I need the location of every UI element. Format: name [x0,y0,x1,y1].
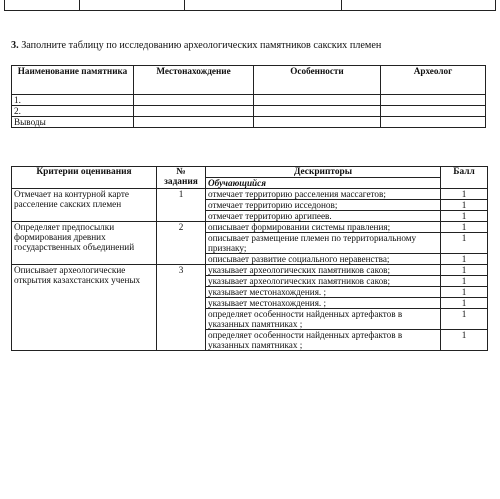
descriptor-cell: отмечает территорию аргипеев. [206,211,441,222]
row-label: Выводы [12,117,134,128]
header-location: Местонахождение [134,66,254,95]
points-cell: 1 [441,222,488,233]
table-row [12,106,486,117]
table-cell [185,0,342,11]
header-criteria: Критерии оценивания [12,167,157,189]
row-label: 2. [12,106,134,117]
previous-table-fragment [4,0,496,11]
table-cell [342,0,496,11]
table-cell [254,106,381,117]
task-text: Заполните таблицу по исследованию археологических памятников сакских племен [21,40,382,51]
descriptor-cell: указывает археологических памятников саков; [206,265,441,276]
criterion-cell: Отмечает на контурной карте расселение сакских племен [12,189,157,222]
task-number-cell: 3 [157,265,206,351]
points-cell: 1 [441,254,488,265]
table-cell [381,106,486,117]
fill-in-table [11,65,486,128]
points-cell: 1 [441,298,488,309]
table-row [12,265,488,276]
descriptor-cell: указывает местонахождения. ; [206,287,441,298]
table-cell [254,117,381,128]
header-points: Балл [441,167,488,189]
descriptor-cell: описывает размещение племен по территориальному признаку; [206,233,441,254]
descriptor-cell: указывает археологических памятников саков; [206,276,441,287]
criteria-table [11,166,488,351]
task-heading [11,40,491,51]
points-cell: 1 [441,233,488,254]
points-cell: 1 [441,330,488,351]
header-task-no: № задания [157,167,206,189]
descriptor-cell: отмечает территорию расселения массагетов; [206,189,441,200]
row-label: 1. [12,95,134,106]
points-cell: 1 [441,287,488,298]
descriptor-cell: определяет особенности найденных артефактов в указанных памятниках ; [206,309,441,330]
table-row [12,189,488,200]
header-learner: Обучающийся [206,178,441,189]
table-cell [134,117,254,128]
task-number: 3. [11,40,19,51]
table-row [12,117,486,128]
points-cell: 1 [441,265,488,276]
task-number-cell: 2 [157,222,206,265]
table-cell [134,106,254,117]
criterion-cell: Определяет предпосылки формирования древних государственных объединений [12,222,157,265]
table-row [12,222,488,233]
header-archaeologist: Археолог [381,66,486,95]
table-cell [381,117,486,128]
points-cell: 1 [441,189,488,200]
table-cell [80,0,185,11]
header-monument-name: Наименование памятника [12,66,134,95]
task-number-cell: 1 [157,189,206,222]
points-cell: 1 [441,200,488,211]
header-descriptors: Дескрипторы [206,167,441,178]
descriptor-cell: описывает развитие социального неравенства; [206,254,441,265]
descriptor-cell: определяет особенности найденных артефактов в указанных памятниках ; [206,330,441,351]
descriptor-cell: указывает местонахождения. ; [206,298,441,309]
header-features: Особенности [254,66,381,95]
points-cell: 1 [441,276,488,287]
points-cell: 1 [441,211,488,222]
descriptor-cell: описывает формировании системы правления; [206,222,441,233]
table-row [12,95,486,106]
points-cell: 1 [441,309,488,330]
table-cell [5,0,80,11]
criterion-cell: Описывает археологические открытия казахстанских ученых [12,265,157,351]
table-cell [381,95,486,106]
descriptor-cell: отмечает территорию исседонов; [206,200,441,211]
table-cell [134,95,254,106]
table-cell [254,95,381,106]
